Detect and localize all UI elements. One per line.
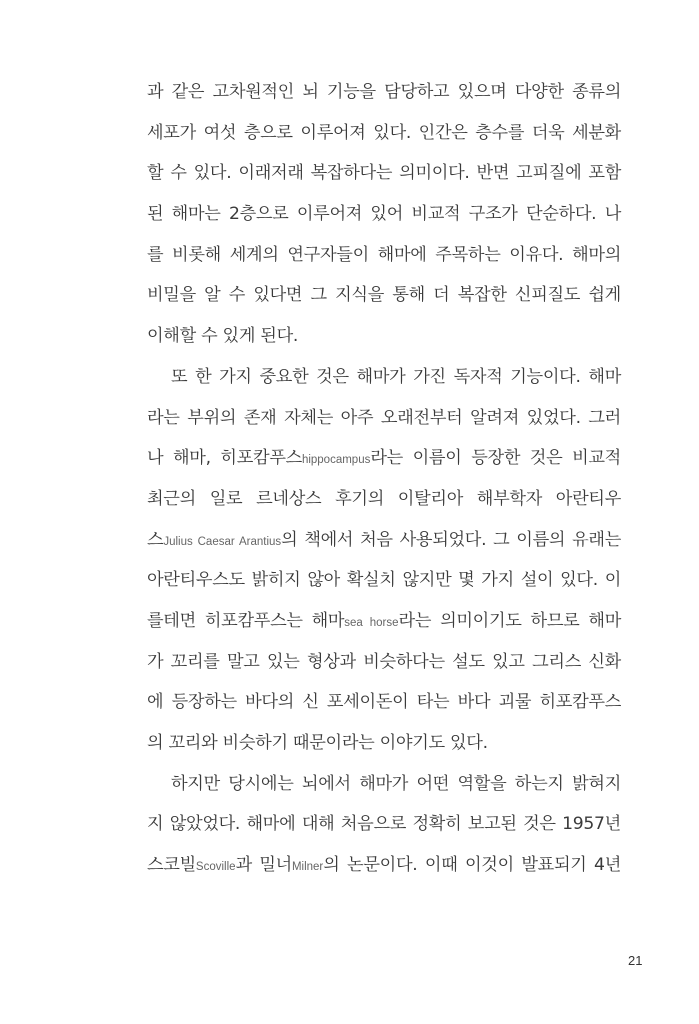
text-segment: 과 같은 고차원적인 뇌 기능을 담당하고 있으며 다양한 종류의 bbox=[147, 82, 621, 102]
text-line bbox=[147, 320, 621, 361]
text-segment: 아란티우스도 밝히지 않아 확실치 않지만 몇 가지 설이 있다. 이 bbox=[147, 570, 621, 591]
text-line bbox=[147, 564, 621, 605]
text-segment: 과 밀너 bbox=[235, 855, 292, 876]
text-segment: 나 해마, 히포캄푸스 bbox=[147, 448, 302, 469]
text-segment: 를 비롯해 세계의 연구자들이 해마에 주목하는 이유다. 해마의 bbox=[147, 244, 621, 265]
text-line bbox=[147, 768, 621, 809]
english-term: Julius Caesar Arantius bbox=[163, 535, 282, 548]
text-segment: 에 등장하는 바다의 신 포세이돈이 타는 바다 괴물 히포캄푸스 bbox=[147, 692, 621, 713]
text-line bbox=[147, 157, 621, 198]
text-line bbox=[147, 76, 621, 117]
text-segment: 할 수 있다. 이래저래 복잡하다는 의미이다. 반면 고피질에 포함 bbox=[147, 163, 621, 184]
text-segment: 이해할 수 있게 된다. bbox=[147, 326, 299, 347]
text-segment: 라는 의미이기도 하므로 해마 bbox=[398, 610, 621, 631]
text-segment: 라는 부위의 존재 자체는 아주 오래전부터 알려져 있었다. 그러 bbox=[147, 407, 621, 428]
text-segment: 최근의 일로 르네상스 후기의 이탈리아 해부학자 아란티우 bbox=[147, 488, 621, 509]
text-line bbox=[147, 524, 621, 565]
text-segment: 또 한 가지 중요한 것은 해마가 가진 독자적 기능이다. 해마 bbox=[171, 366, 621, 387]
text-line bbox=[147, 646, 621, 687]
text-segment: 를테면 히포캄푸스는 해마 bbox=[147, 610, 345, 631]
text-segment: 하지만 당시에는 뇌에서 해마가 어떤 역할을 하는지 밝혀지 bbox=[171, 773, 621, 794]
body-text bbox=[147, 76, 621, 890]
text-line bbox=[147, 402, 621, 443]
text-line bbox=[147, 279, 621, 320]
text-segment: 의 논문이다. 이때 이것이 발표되기 4년 bbox=[323, 855, 621, 876]
text-line bbox=[147, 605, 621, 646]
text-line bbox=[147, 483, 621, 524]
english-term: Milner bbox=[291, 861, 324, 874]
text-line bbox=[147, 808, 621, 849]
text-segment: 지 않았었다. 해마에 대해 처음으로 정확히 보고된 것은 1957년 bbox=[147, 814, 621, 835]
text-line bbox=[147, 849, 621, 890]
page-number: 21 bbox=[628, 953, 643, 968]
text-segment: 비밀을 알 수 있다면 그 지식을 통해 더 복잡한 신피질도 쉽게 bbox=[147, 285, 621, 306]
text-line bbox=[147, 686, 621, 727]
english-term: hippocampus bbox=[301, 454, 371, 467]
text-line bbox=[147, 239, 621, 280]
text-segment: 스코빌 bbox=[147, 855, 196, 876]
text-line bbox=[147, 117, 621, 158]
english-term: sea horse bbox=[344, 616, 399, 629]
text-segment: 세포가 여섯 층으로 이루어져 있다. 인간은 층수를 더욱 세분화 bbox=[147, 122, 621, 143]
text-segment: 라는 이름이 등장한 것은 비교적 bbox=[370, 448, 621, 469]
text-segment: 된 해마는 2층으로 이루어져 있어 비교적 구조가 단순하다. 나 bbox=[147, 204, 621, 225]
text-segment: 스 bbox=[147, 529, 164, 550]
text-line bbox=[147, 442, 621, 483]
text-line bbox=[147, 361, 621, 402]
text-segment: 가 꼬리를 말고 있는 형상과 비슷하다는 설도 있고 그리스 신화 bbox=[147, 651, 621, 672]
text-segment: 의 책에서 처음 사용되었다. 그 이름의 유래는 bbox=[281, 529, 622, 550]
text-line bbox=[147, 727, 621, 768]
text-segment: 의 꼬리와 비슷하기 때문이라는 이야기도 있다. bbox=[147, 733, 488, 753]
text-line bbox=[147, 198, 621, 239]
english-term: Scoville bbox=[195, 861, 236, 874]
